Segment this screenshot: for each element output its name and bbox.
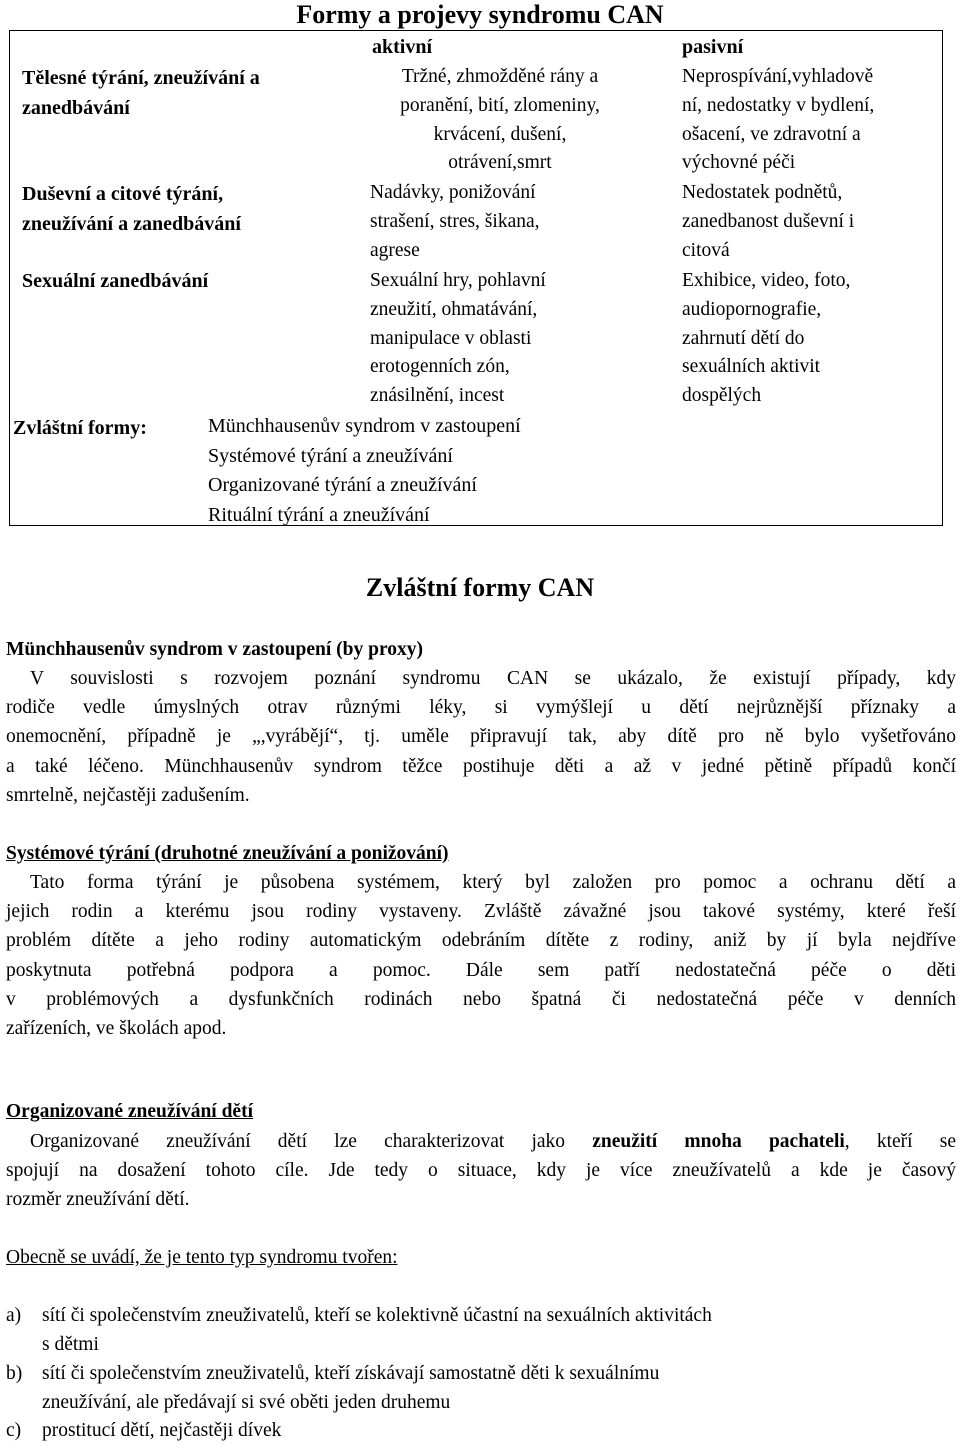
column-header-active: aktivní	[372, 36, 433, 58]
special-forms-list	[208, 412, 521, 530]
heading-systemic: Systémové týrání (druhotné zneužívání a ponižování)	[6, 843, 449, 864]
special-form-item: Organizované týrání a zneužívání	[208, 474, 477, 496]
row-label-emotional: Duševní a citové týrání, zneužívání a zanedbávání	[22, 183, 241, 235]
row-physical-active: Tržné, zhmožděné rány a poranění, bití, zlomeniny, krvácení, dušení, otrávení,smrt	[400, 66, 600, 174]
row-label-physical: Tělesné týrání, zneužívání a zanedbávání	[22, 67, 260, 119]
page-title: Formy a projevy syndromu CAN	[296, 0, 664, 29]
row-sexual-passive: Exhibice, video, foto, audiopornografie, zahrnutí dětí do sexuálních aktivit dospělých	[682, 270, 851, 407]
heading-munchhausen: Münchhausenův syndrom v zastoupení (by proxy)	[6, 639, 423, 660]
row-sexual-active: Sexuální hry, pohlavní zneužití, ohmatávání, manipulace v oblasti erotogenních zón, znásilnění, incest	[370, 270, 546, 407]
special-form-item: Systémové týrání a zneužívání	[208, 444, 453, 467]
special-form-item: Rituální týrání a zneužívání	[208, 503, 430, 526]
can-forms-table	[9, 30, 943, 526]
row-emotional-active: Nadávky, ponižování strašení, stres, šikana, agrese	[370, 182, 540, 261]
special-form-item: Münchhausenův syndrom v zastoupení	[208, 415, 521, 437]
special-forms-label: Zvláštní formy:	[13, 417, 147, 439]
paragraph-organized: Organizované zneužívání dětí lze charakterizovat jako zneužití mnoha pachateli, kteří se spojují na dosažení tohoto cíle. Jde tedy o situace, kdy je více zneužívatelů a kde je časový rozměr zneužívání dětí.	[6, 1127, 956, 1215]
row-physical-passive: Neprospívání,vyhladově ní, nedostatky v bydlení, ošacení, ve zdravotní a výchovné péči	[682, 66, 875, 174]
row-emotional-passive: Nedostatek podnětů, zanedbanost duševní i citová	[682, 182, 855, 261]
paragraph-systemic: Tato forma týrání je působena systémem, který byl založen pro pomoc a ochranu dětí a jejich rodin a kterému jsou rodiny vystaveny. Zvláště závažné jsou takové systémy, které řeší problém dítěte a jeho rodiny automatickým odebráním dítěte z rodiny, aniž by jí byla nejdříve poskytnuta potřebná podpora a pomoc. Dále sem patří nedostatečná péče o děti v problémových a dysfunkčních rodinách nebo špatná či nedostatečná péče v denních zařízeních, ve školách apod.	[6, 872, 956, 1040]
column-header-passive: pasivní	[682, 36, 744, 58]
section-title: Zvláštní formy CAN	[365, 573, 595, 602]
organized-first-line: Organizované zneužívání dětí lze charakterizovat jako zneužití mnoha pachateli, kteří se	[30, 1131, 956, 1152]
row-label-sexual: Sexuální zanedbávání	[22, 270, 209, 292]
list-intro: Obecně se uvádí, že je tento typ syndromu tvořen:	[6, 1247, 398, 1268]
heading-organized: Organizované zneužívání dětí	[6, 1101, 253, 1122]
paragraph-munchhausen: V souvislosti s rozvojem poznání syndromu CAN se ukázalo, že existují případy, kdy rodiče vedle úmyslných otrav různými léky, si vymýšlejí u dětí nejrůznější příznaky a onemocnění, případně je „,vyrábějí“, tj. uměle připravují tak, aby dítě pro ně bylo vyšetřováno a také léčeno. Münchhausenův syndrom těžce postihuje děti a až v jedné pětině případů končí smrtelně, nejčastěji zadušením.	[6, 668, 956, 806]
